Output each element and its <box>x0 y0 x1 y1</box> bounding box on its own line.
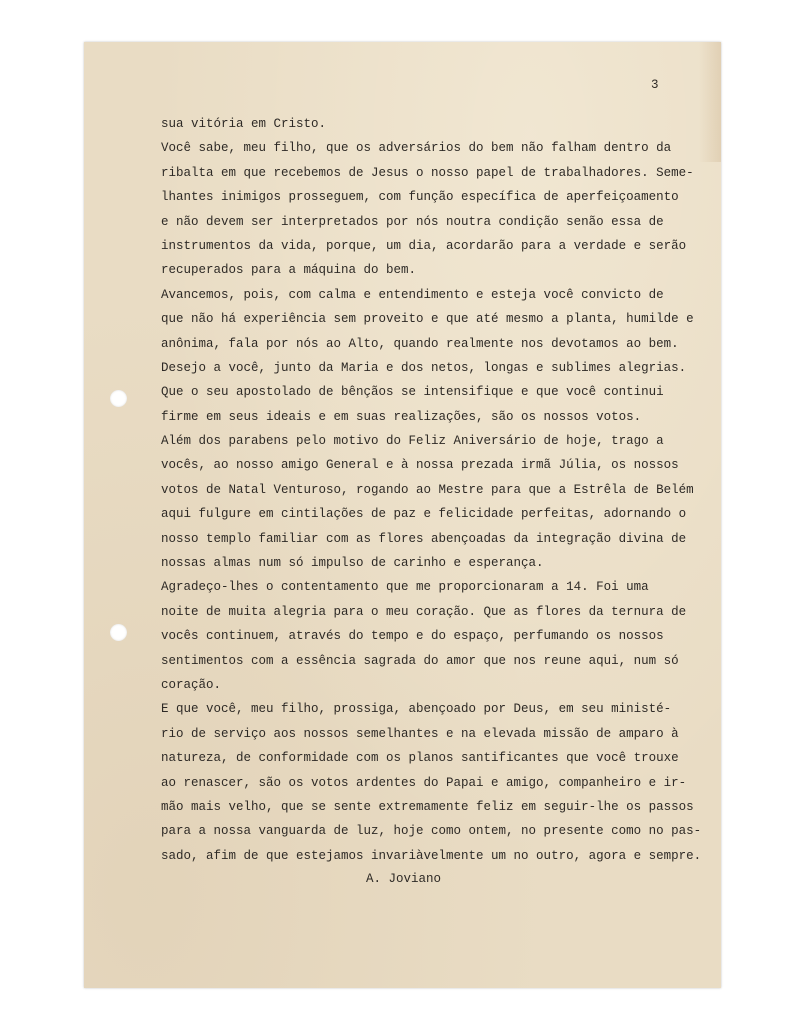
text-line: firme em seus ideais e em suas realizações, são os nossos votos. <box>161 409 642 424</box>
text-line: sado, afim de que estejamos invariàvelmente um no outro, agora e sempre. <box>161 848 702 863</box>
text-line: Que o seu apostolado de bênçãos se intensifique e que você continui <box>161 385 664 400</box>
text-line: sua vitória em Cristo. <box>161 117 327 131</box>
text-line: Agradeço-lhes o contentamento que me proporcionaram a 14. Foi uma <box>161 580 649 595</box>
paper-stain <box>699 42 721 162</box>
text-line: instrumentos da vida, porque, um dia, acordarão para a verdade e serão <box>161 238 687 253</box>
punch-hole-top <box>110 390 127 407</box>
typewritten-page <box>84 42 721 988</box>
text-line: e não devem ser interpretados por nós noutra condição senão essa de <box>161 214 664 229</box>
page-number: 3 <box>651 78 659 92</box>
text-line: coração. <box>161 677 222 692</box>
text-line: natureza, de conformidade com os planos santificantes que você trouxe <box>161 751 679 766</box>
text-line: ao renascer, são os votos ardentes do Papai e amigo, companheiro e ir- <box>161 775 687 790</box>
text-line: votos de Natal Venturoso, rogando ao Mestre para que a Estrêla de Belém <box>161 482 694 497</box>
text-line: sentimentos com a essência sagrada do amor que nos reune aqui, num só <box>161 653 679 668</box>
text-line: nosso templo familiar com as flores abençoadas da integração divina de <box>161 531 687 546</box>
text-line: recuperados para a máquina do bem. <box>161 263 417 278</box>
text-line: nossas almas num só impulso de carinho e esperança. <box>161 556 544 571</box>
text-line: E que você, meu filho, prossiga, abençoado por Deus, em seu ministé- <box>161 702 672 717</box>
text-line: Avancemos, pois, com calma e entendimento e esteja você convicto de <box>161 287 664 302</box>
text-line: aqui fulgure em cintilações de paz e felicidade perfeitas, adornando o <box>161 507 687 522</box>
text-line: Além dos parabens pelo motivo do Feliz Aniversário de hoje, trago a <box>161 434 664 449</box>
text-line: lhantes inimigos prosseguem, com função específica de aperfeiçoamento <box>161 190 679 205</box>
text-line: ribalta em que recebemos de Jesus o nosso papel de trabalhadores. Seme- <box>161 165 694 180</box>
punch-hole-bottom <box>110 624 127 641</box>
signature: A. Joviano <box>366 872 442 886</box>
text-line: vocês continuem, através do tempo e do espaço, perfumando os nossos <box>161 629 664 644</box>
text-line: anônima, fala por nós ao Alto, quando realmente nos devotamos ao bem. <box>161 336 679 351</box>
text-line: rio de serviço aos nossos semelhantes e na elevada missão de amparo à <box>161 726 679 741</box>
text-line: para a nossa vanguarda de luz, hoje como ontem, no presente como no pas- <box>161 824 702 839</box>
text-line: Você sabe, meu filho, que os adversários do bem não falham dentro da <box>161 141 672 156</box>
text-line: vocês, ao nosso amigo General e à nossa prezada irmã Júlia, os nossos <box>161 458 679 473</box>
letter-body <box>161 112 701 868</box>
text-line: que não há experiência sem proveito e que até mesmo a planta, humilde e <box>161 312 694 327</box>
text-line: mão mais velho, que se sente extremamente feliz em seguir-lhe os passos <box>161 799 694 814</box>
text-line: Desejo a você, junto da Maria e dos netos, longas e sublimes alegrias. <box>161 360 687 375</box>
text-line: noite de muita alegria para o meu coração. Que as flores da ternura de <box>161 604 687 619</box>
